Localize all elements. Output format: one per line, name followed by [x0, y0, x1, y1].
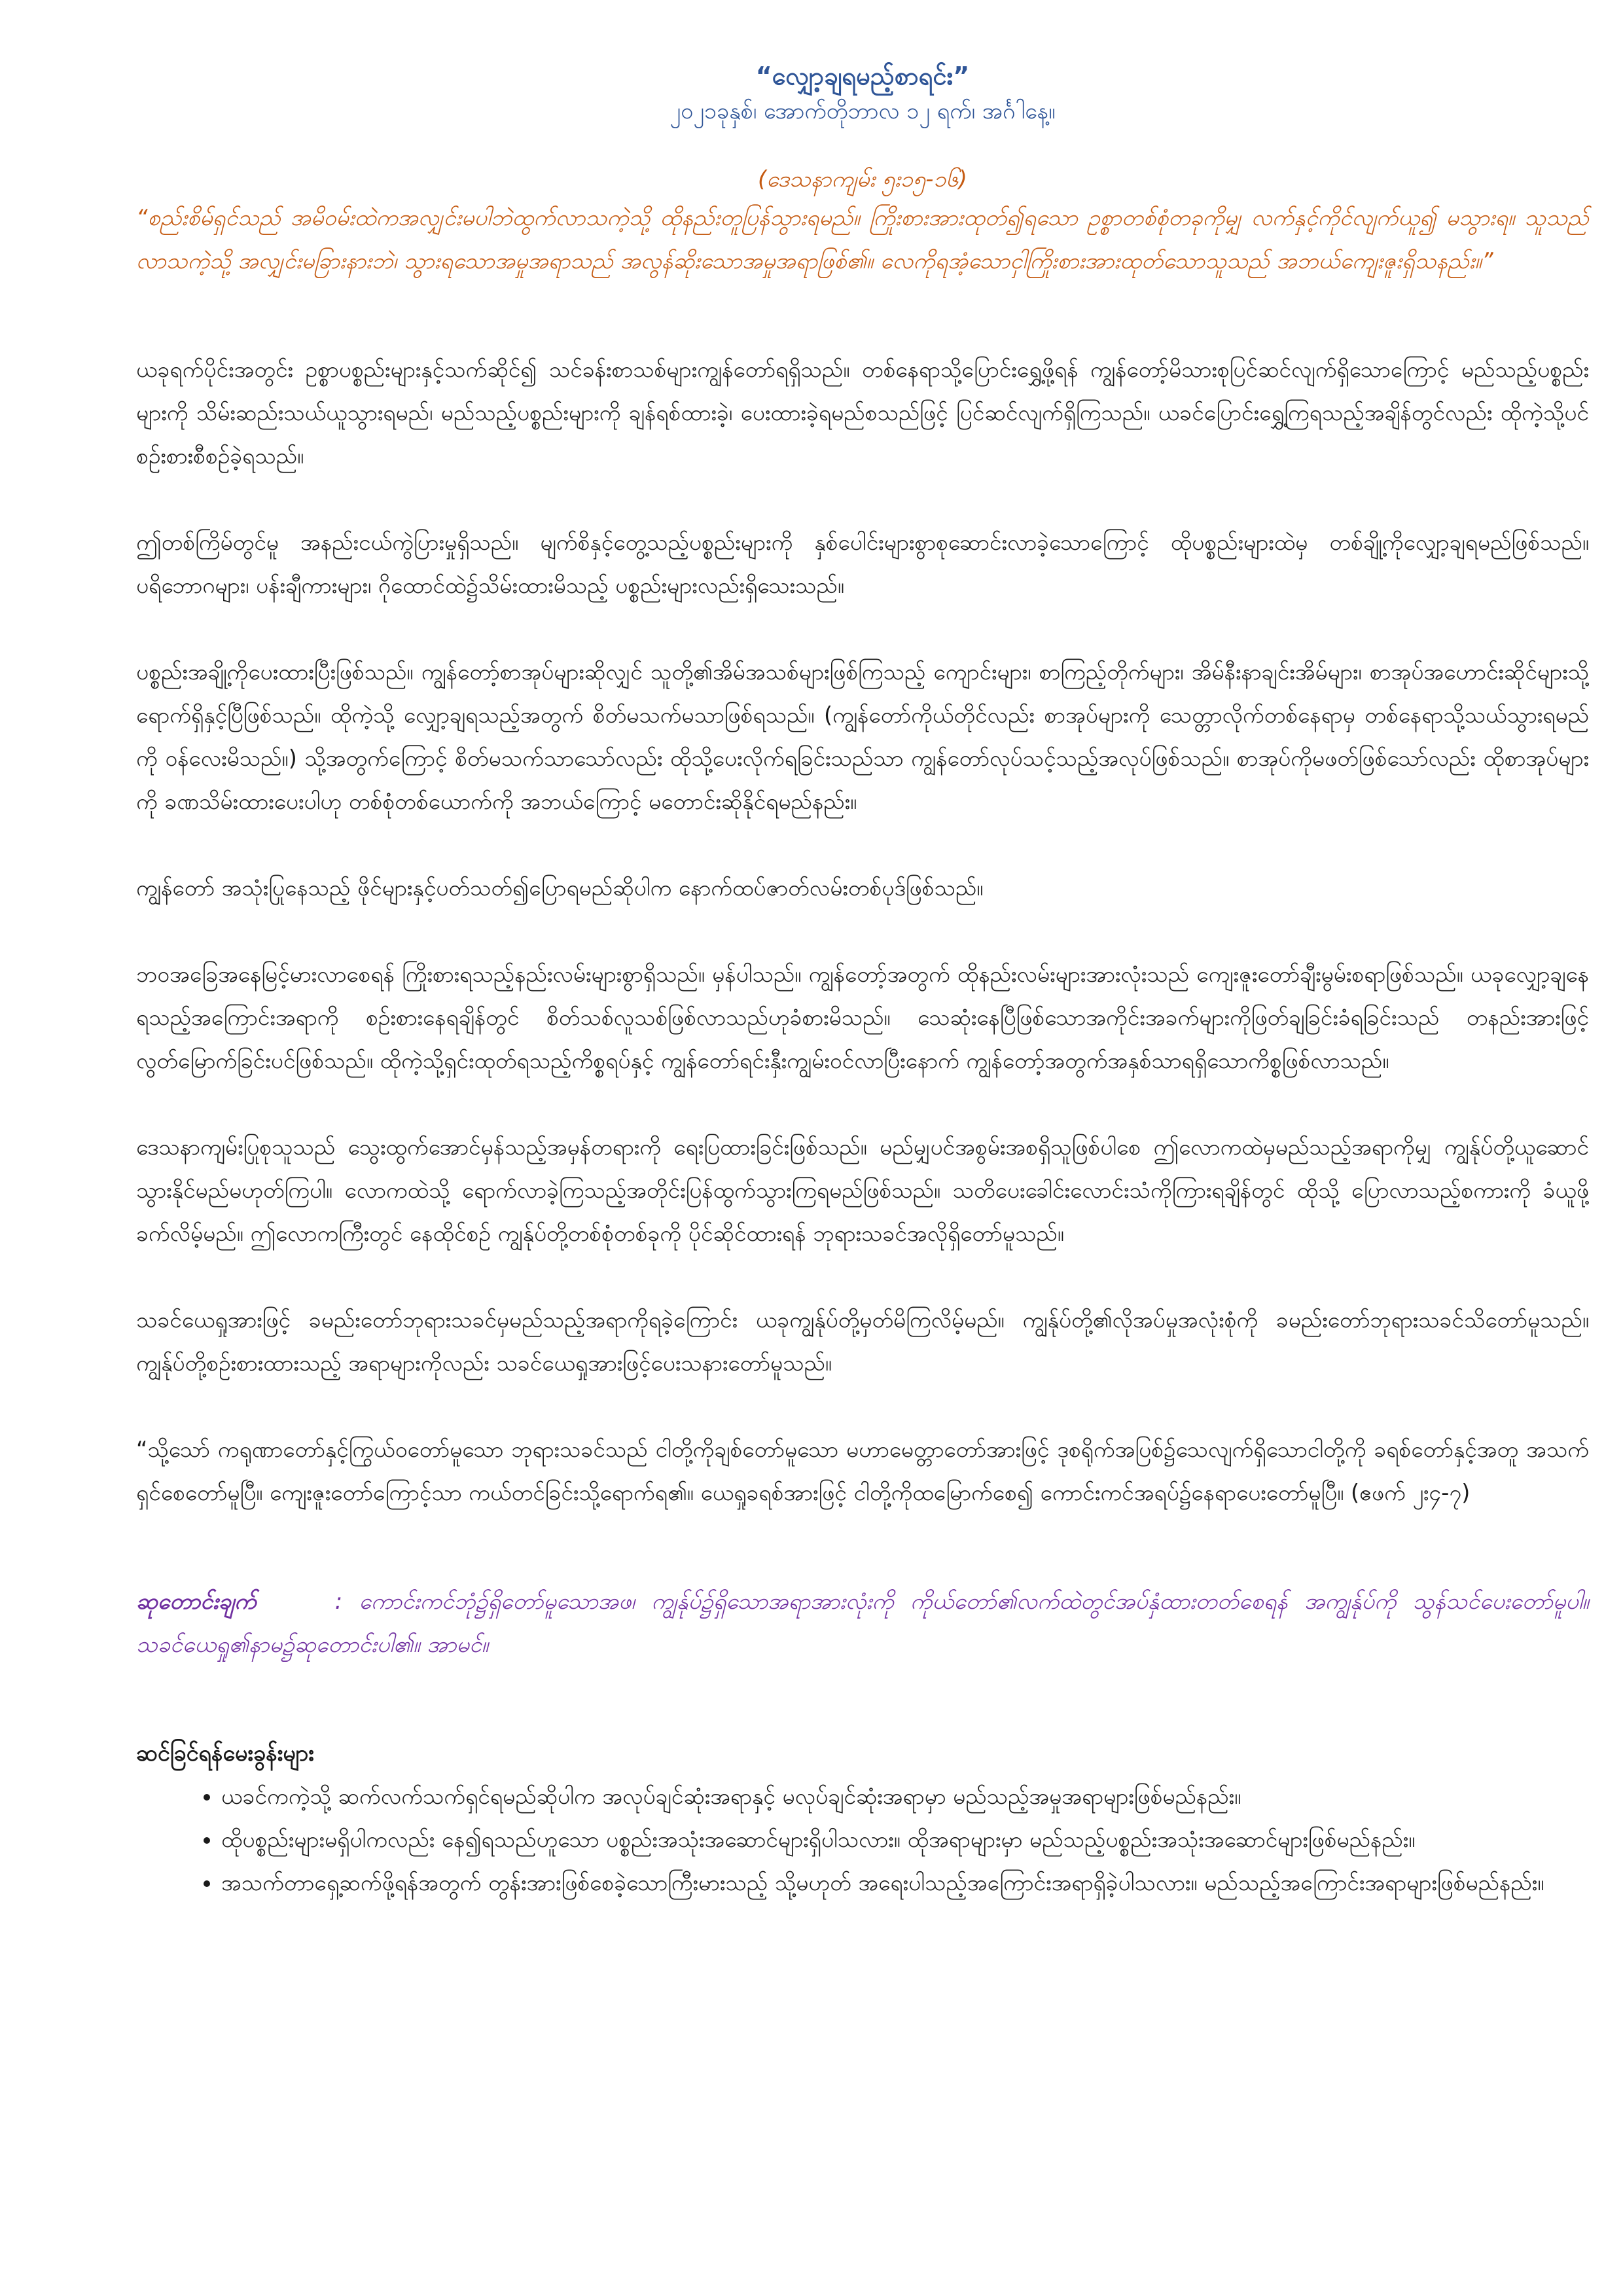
page-title: “လျှော့ချရမည့်စာရင်း” [755, 62, 970, 90]
questions-list [136, 1775, 1589, 1905]
question-item: • ယခင်ကကဲ့သို့ ဆက်လက်သက်ရှင်ရမည်ဆိုပါက အလုပ်ချင်ဆုံးအရာနှင့် မလုပ်ချင်ဆုံးအရာမှာ မည်သည့်အမှုအရာများဖြစ်မည်နည်း။ [221, 1775, 1589, 1818]
scripture-quote: “စည်းစိမ်ရှင်သည် အမိဝမ်းထဲကအလျှင်းမပါဘဲထွက်လာသကဲ့သို့ ထိုနည်းတူပြန်သွားရမည်။ ကြိုးစားအားထုတ်၍ရသော ဥစ္စာတစ်စုံတခုကိုမျှ လက်နှင့်ကိုင်လျက်ယူ၍ မသွားရ။ သူသည်လာသကဲ့သို့ အလျှင်းမခြားနားဘဲ၊ သွားရသောအမှုအရာသည် အလွန်ဆိုးသောအမှုအရာဖြစ်၏။ လေကိုရအံ့သောငှါကြိုးစားအားထုတ်သောသူသည် အဘယ်ကျေးဇူးရှိသနည်း။” [136, 205, 1589, 274]
body-paragraph-7: သခင်ယေရှုအားဖြင့် ခမည်းတော်ဘုရားသခင်မှမည်သည့်အရာကိုရခဲ့ကြောင်း ယခုကျွန်ုပ်တို့မှတ်မိကြလိမ့်မည်။ ကျွန်ုပ်တို့၏လိုအပ်မှုအလုံးစုံကို ခမည်းတော်ဘုရားသခင်သိတော်မူသည်။ ကျွန်ုပ်တို့စဉ်းစားထားသည့် အရာများကိုလည်း သခင်ယေရှုအားဖြင့်ပေးသနားတော်မူသည်။ [136, 1307, 1589, 1376]
body-paragraph-2: ဤတစ်ကြိမ်တွင်မူ အနည်းငယ်ကွဲပြားမှုရှိသည်။ မျက်စိနှင့်တွေ့သည့်ပစ္စည်းများကို နှစ်ပေါင်းများစွာစုဆောင်းလာခဲ့သောကြောင့် ထိုပစ္စည်းများထဲမှ တစ်ချို့ကိုလျှော့ချရမည်ဖြစ်သည်။ ပရိဘောဂများ၊ ပန်းချီကားများ၊ ဂိုထောင်ထဲ၌သိမ်းထားမိသည့် ပစ္စည်းများလည်းရှိသေးသည်။ [136, 529, 1589, 598]
prayer-text: : ကောင်းကင်ဘုံ၌ရှိတော်မူသောအဖ၊ ကျွန်ုပ်၌ရှိသောအရာအားလုံးကို ကိုယ်တော်၏လက်ထဲတွင်အပ်နှံထားတတ်စေရန် အကျွန်ုပ်ကို သွန်သင်ပေးတော်မူပါ။ သခင်ယေရှု၏နာမ၌ဆုတောင်းပါ၏။ အာမင်။ [136, 1588, 1589, 1658]
page-date: ၂၀၂၁ခုနှစ်၊ အောက်တိုဘာလ ၁၂ ရက်၊ အင်္ဂါနေ့။ [669, 98, 1056, 124]
prayer-label: ဆုတောင်းချက် [136, 1588, 257, 1615]
body-paragraph-5: ဘဝအခြေအနေမြင့်မားလာစေရန် ကြိုးစားရသည့်နည်းလမ်းများစွာရှိသည်။ မှန်ပါသည်။ ကျွန်တော့်အတွက် ထိုနည်းလမ်းများအားလုံးသည် ကျေးဇူးတော်ချီးမွမ်းစရာဖြစ်သည်။ ယခုလျှော့ချနေရသည့်အကြောင်းအရာကို စဉ်းစားနေရချိန်တွင် စိတ်သစ်လူသစ်ဖြစ်လာသည်ဟုခံစားမိသည်။ သေဆုံးနေပြီဖြစ်သောအကိုင်းအခက်များကိုဖြတ်ချခြင်းခံရခြင်းသည် တနည်းအားဖြင့် လွတ်မြောက်ခြင်းပင်ဖြစ်သည်။ ထိုကဲ့သို့ရှင်းထုတ်ရသည့်ကိစ္စရပ်နှင့် ကျွန်တော်ရင်းနှီးကျွမ်းဝင်လာပြီးနောက် ကျွန်တော့်အတွက်အနှစ်သာရရှိသောကိစ္စဖြစ်လာသည်။ [136, 961, 1589, 1073]
body-paragraph-6: ဒေသနာကျမ်းပြုစုသူသည် သွေးထွက်အောင်မှန်သည့်အမှန်တရားကို ရေးပြထားခြင်းဖြစ်သည်။ မည်မျှပင်အစွမ်းအစရှိသူဖြစ်ပါစေ ဤလောကထဲမှမည်သည့်အရာကိုမျှ ကျွန်ုပ်တို့ယူဆောင်သွားနိုင်မည်မဟုတ်ကြပါ။ လောကထဲသို့ ရောက်လာခဲ့ကြသည့်အတိုင်းပြန်ထွက်သွားကြရမည်ဖြစ်သည်။ သတိပေးခေါင်းလောင်းသံကိုကြားရချိန်တွင် ထိုသို့ ပြောလာသည့်စကားကို ခံယူဖို့ခက်လိမ့်မည်။ ဤလောကကြီးတွင် နေထိုင်စဉ် ကျွန်ုပ်တို့တစ်စုံတစ်ခုကို ပိုင်ဆိုင်ထားရန် ဘုရားသခင်အလိုရှိတော်မူသည်။ [136, 1134, 1589, 1246]
body-paragraph-1: ယခုရက်ပိုင်းအတွင်း ဥစ္စာပစ္စည်းများနှင့်သက်ဆိုင်၍ သင်ခန်းစာသစ်များကျွန်တော်ရရှိသည်။ တစ်နေရာသို့ပြောင်းရွှေ့ဖို့ရန် ကျွန်တော့်မိသားစုပြင်ဆင်လျက်ရှိသောကြောင့် မည်သည့်ပစ္စည်းများကို သိမ်းဆည်းသယ်ယူသွားရမည်၊ မည်သည့်ပစ္စည်းများကို ချန်ရစ်ထားခဲ့၊ ပေးထားခဲ့ရမည်စသည်ဖြင့် ပြင်ဆင်လျက်ရှိကြသည်။ ယခင်ပြောင်းရွှေ့ကြရသည့်အချိန်တွင်လည်း ထိုကဲ့သို့ပင် စဉ်းစားစီစဉ်ခဲ့ရသည်။ [136, 357, 1589, 469]
body-paragraph-4: ကျွန်တော် အသုံးပြုနေသည့် ဖိုင်များနှင့်ပတ်သတ်၍ပြောရမည်ဆိုပါက နောက်ထပ်ဇာတ်လမ်းတစ်ပုဒ်ဖြစ်သည်။ [136, 875, 984, 901]
question-item: • အသက်တာရှေ့ဆက်ဖို့ရန်အတွက် တွန်းအားဖြစ်စေခဲ့သောကြီးမားသည့် သို့မဟုတ် အရေးပါသည့်အကြောင်းအရာရှိခဲ့ပါသလား။ မည်သည့်အကြောင်းအရာများဖြစ်မည်နည်း။ [221, 1861, 1589, 1905]
prayer-section [136, 1580, 1589, 1666]
body-paragraph-3: ပစ္စည်းအချို့ကိုပေးထားပြီးဖြစ်သည်။ ကျွန်တော့်စာအုပ်များဆိုလျှင် သူတို့၏အိမ်အသစ်များဖြစ်ကြသည့် ကျောင်းများ၊ စာကြည့်တိုက်များ၊ အိမ်နီးနာချင်းအိမ်များ၊ စာအုပ်အဟောင်းဆိုင်များသို့ရောက်ရှိနှင့်ပြီဖြစ်သည်။ ထိုကဲ့သို့ လျှော့ချရသည့်အတွက် စိတ်မသက်မသာဖြစ်ရသည်။ (ကျွန်တော်ကိုယ်တိုင်လည်း စာအုပ်များကို သေတ္တာလိုက်တစ်နေရာမှ တစ်နေရာသို့သယ်သွားရမည်ကို ဝန်လေးမိသည်။) သို့အတွက်ကြောင့် စိတ်မသက်သာသော်လည်း ထိုသို့ပေးလိုက်ရခြင်းသည်သာ ကျွန်တော်လုပ်သင့်သည့်အလုပ်ဖြစ်သည်။ စာအုပ်ကိုမဖတ်ဖြစ်သော်လည်း ထိုစာအုပ်များကို ခဏသိမ်းထားပေးပါဟု တစ်စုံတစ်ယောက်ကို အဘယ်ကြောင့် မတောင်းဆိုနိုင်ရမည်နည်း။ [136, 659, 1589, 814]
bible-verse-paragraph: “သို့သော် ကရုဏာတော်နှင့်ကြွယ်ဝတော်မူသော ဘုရားသခင်သည် ငါတို့ကိုချစ်တော်မူသော မဟာမေတ္တာတော်အားဖြင့် ဒုစရိုက်အပြစ်၌သေလျက်ရှိသောငါတို့ကို ခရစ်တော်နှင့်အတူ အသက်ရှင်စေတော်မူပြီ။ ကျေးဇူးတော်ကြောင့်သာ ကယ်တင်ခြင်းသို့ရောက်ရ၏။ ယေရှုခရစ်အားဖြင့် ငါတို့ကိုထမြောက်စေ၍ ကောင်းကင်အရပ်၌နေရာပေးတော်မူပြီ။ (ဧဖက် ၂း၄-၇) [136, 1437, 1589, 1505]
question-item: • ထိုပစ္စည်းများမရှိပါကလည်း နေ၍ရသည်ဟူသော ပစ္စည်းအသုံးအဆောင်များရှိပါသလား။ ထိုအရာများမှာ မည်သည့်ပစ္စည်းအသုံးအဆောင်များဖြစ်မည်နည်း။ [221, 1818, 1589, 1861]
questions-heading: ဆင်ခြင်ရန်မေးခွန်းများ [136, 1740, 314, 1767]
scripture-reference: (ဒေသနာကျမ်း ၅း၁၅-၁၆) [758, 166, 967, 192]
devotional-page [136, 58, 1589, 1905]
